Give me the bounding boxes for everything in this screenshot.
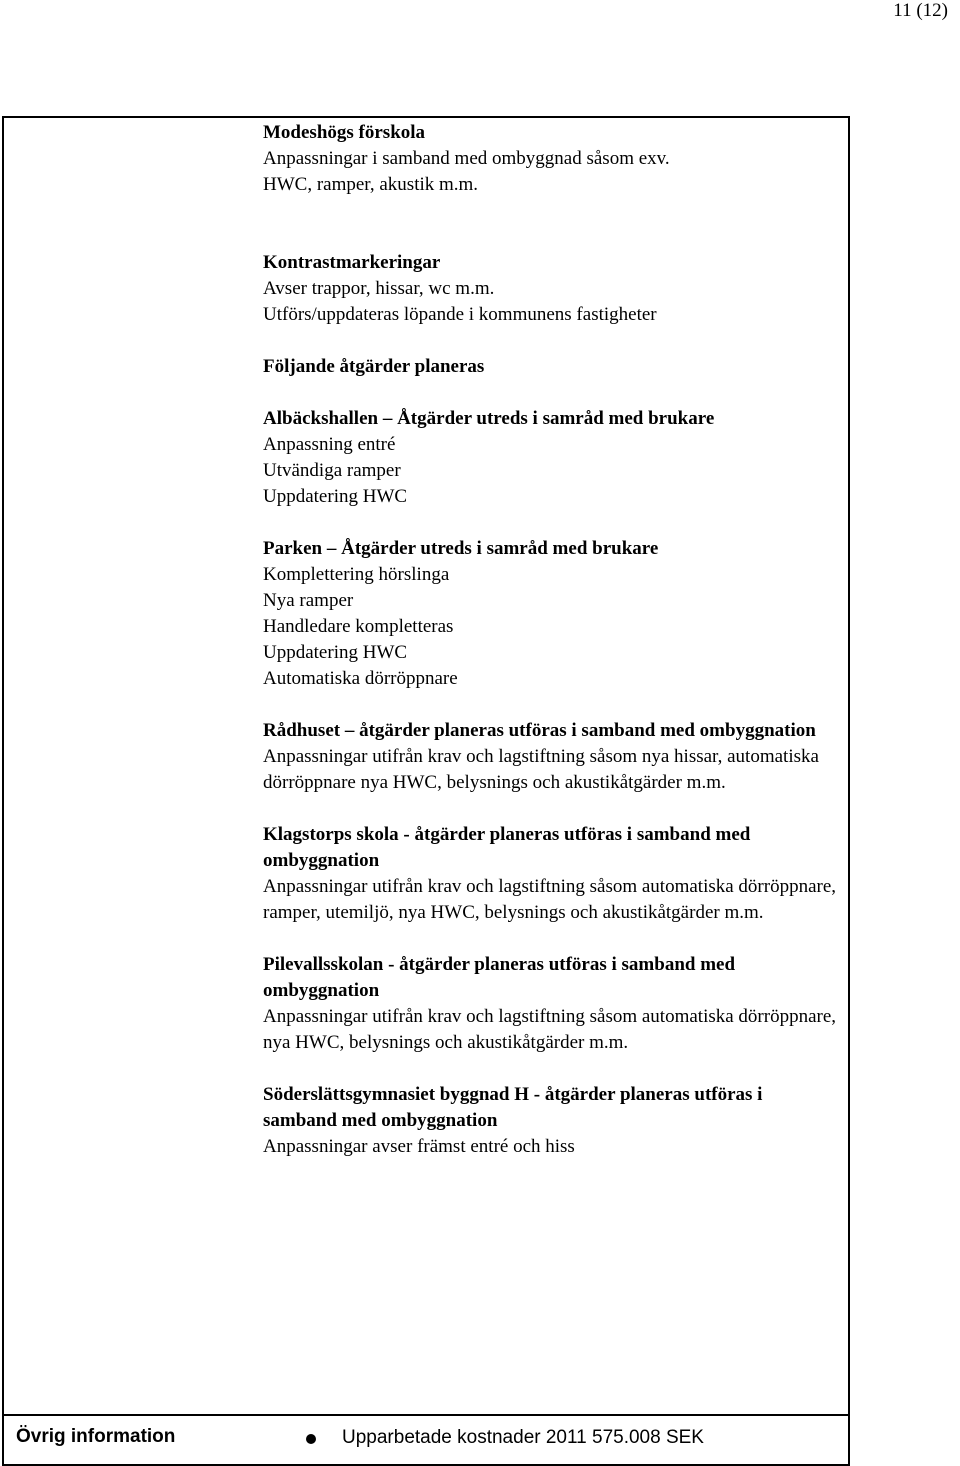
section-modeshogs [263,120,838,198]
section-line: Anpassningar avser främst entré och hiss [263,1136,575,1157]
section-line: Utvändiga ramper [263,460,401,481]
section-klagstorps [263,822,838,926]
section-line: Anpassningar utifrån krav och lagstiftning såsom automatiska dörröppnare, ramper, utemiljö, nya HWC, belysnings och akustikåtgärder m.m. [263,876,837,923]
bullet-icon [306,1434,316,1444]
section-line: Uppdatering HWC [263,642,408,663]
section-foljande [263,354,838,380]
section-line: HWC, ramper, akustik m.m. [263,174,479,195]
section-line: Anpassningar utifrån krav och lagstiftning såsom automatiska dörröppnare, nya HWC, belysnings och akustikåtgärder m.m. [263,1006,837,1053]
section-albackshallen [263,406,838,510]
content-column [263,120,838,1160]
section-line: Handledare kompletteras [263,616,454,637]
section-title: Pilevallsskolan - åtgärder planeras utföras i samband med ombyggnation [263,954,736,1001]
info-value: Upparbetade kostnader 2011 575.008 SEK [342,1427,704,1448]
section-line: Nya ramper [263,590,354,611]
page-number: 11 (12) [893,0,948,21]
section-line: Anpassning entré [263,434,396,455]
section-pilevalls [263,952,838,1056]
section-line: Komplettering hörslinga [263,564,450,585]
section-title: Modeshögs förskola [263,122,426,143]
section-title: Parken – Åtgärder utreds i samråd med brukare [263,538,659,559]
section-line: Avser trappor, hissar, wc m.m. [263,278,495,299]
section-radhuset [263,718,838,796]
section-title: Följande åtgärder planeras [263,356,485,377]
section-title: Albäckshallen – Åtgärder utreds i samråd med brukare [263,408,715,429]
section-line: Anpassningar utifrån krav och lagstiftning såsom nya hissar, automatiska dörröppnare nya HWC, belysnings och akustikåtgärder m.m. [263,746,819,793]
section-title: Söderslättsgymnasiet byggnad H - åtgärder planeras utföras i samband med ombyggnation [263,1084,763,1131]
info-label: Övrig information [16,1426,176,1447]
section-soderslatts [263,1082,838,1160]
section-line: Anpassningar i samband med ombyggnad såsom exv. [263,148,670,169]
section-parken [263,536,838,692]
section-line: Uppdatering HWC [263,486,408,507]
section-line: Automatiska dörröppnare [263,668,458,689]
section-title: Rådhuset – åtgärder planeras utföras i samband med ombyggnation [263,720,816,741]
section-title: Kontrastmarkeringar [263,252,441,273]
section-line: Utförs/uppdateras löpande i kommunens fastigheter [263,304,657,325]
section-title: Klagstorps skola - åtgärder planeras utföras i samband med ombyggnation [263,824,751,871]
info-row [2,1414,850,1466]
section-kontrast [263,250,838,328]
